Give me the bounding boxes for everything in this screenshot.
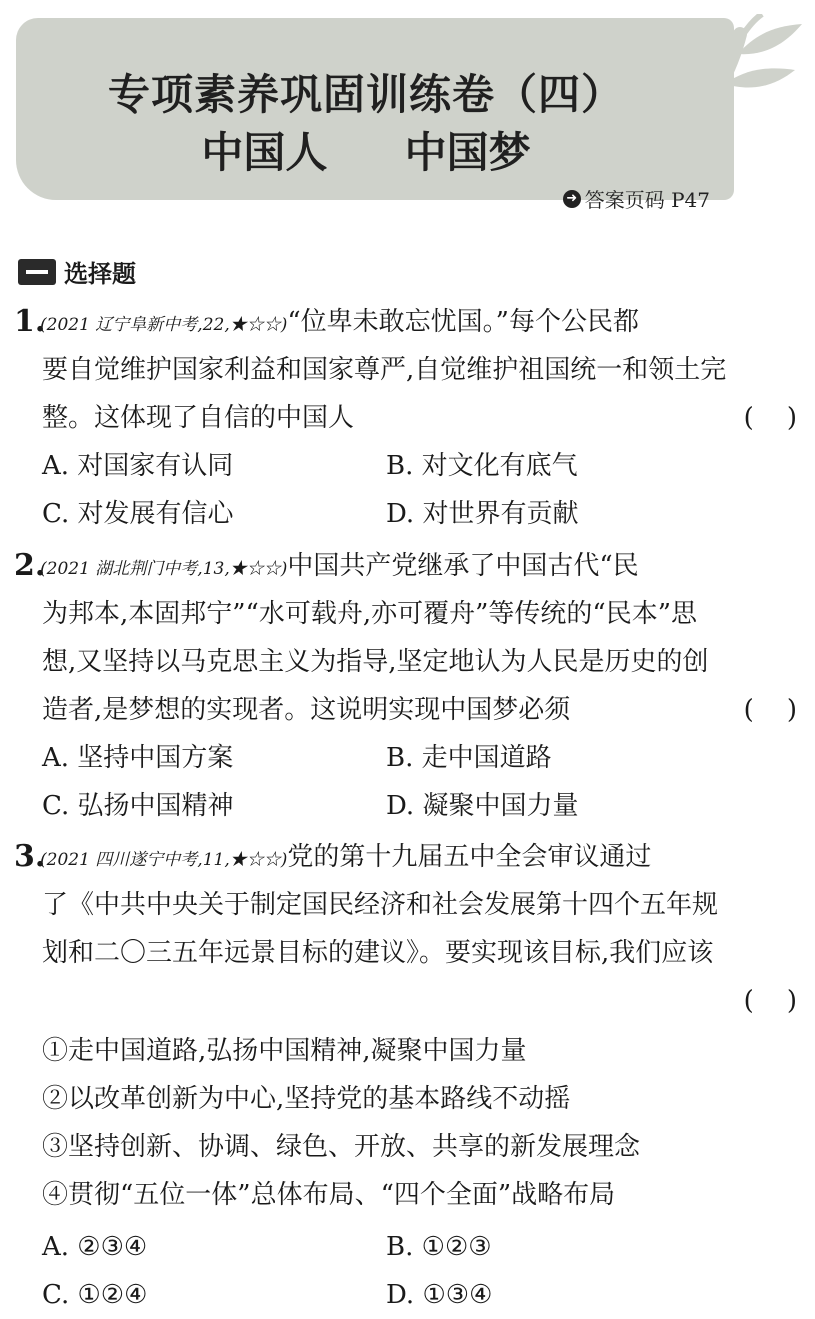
page-subtitle: 中国人 中国梦 xyxy=(201,128,531,177)
option-a[interactable]: A. 坚持中国方案 xyxy=(42,743,234,773)
option-d[interactable]: D. ①③④ xyxy=(386,1280,493,1310)
question-line: (2021 辽宁阜新中考,22,★☆☆)“位卑未敢忘忧国。”每个公民都 xyxy=(40,307,639,337)
statement-1: ①走中国道路,弘扬中国精神,凝聚中国力量 xyxy=(42,1036,527,1066)
statement-4: ④贯彻“五位一体”总体布局、“四个全面”战略布局 xyxy=(42,1180,616,1210)
leaf-branch-icon xyxy=(680,14,805,134)
question-line: 整。这体现了自信的中国人 xyxy=(42,403,355,433)
option-b[interactable]: B. 走中国道路 xyxy=(386,743,552,773)
section-label: 选择题 xyxy=(64,260,136,288)
option-b[interactable]: B. ①②③ xyxy=(386,1232,492,1262)
answer-blank[interactable]: ( ) xyxy=(743,695,797,725)
question-number: 1. xyxy=(14,304,46,339)
option-c[interactable]: C. 对发展有信心 xyxy=(42,499,234,529)
option-d[interactable]: D. 凝聚中国力量 xyxy=(386,791,579,821)
statement-3: ③坚持创新、协调、绿色、开放、共享的新发展理念 xyxy=(42,1132,641,1162)
answer-page-reference xyxy=(563,184,710,213)
answer-blank[interactable]: ( ) xyxy=(743,403,797,433)
question-line: 要自觉维护国家利益和国家尊严,自觉维护祖国统一和领土完 xyxy=(42,355,727,385)
option-c[interactable]: C. 弘扬中国精神 xyxy=(42,791,234,821)
question-line: 想,又坚持以马克思主义为指导,坚定地认为人民是历史的创 xyxy=(42,647,709,677)
page-title: 专项素养巩固训练卷（四） xyxy=(107,70,624,119)
section-heading xyxy=(18,254,136,289)
question-line: 划和二〇三五年远景目标的建议》。要实现该目标,我们应该 xyxy=(42,938,714,968)
question-source: (2021 四川遂宁中考,11,★☆☆) xyxy=(40,850,288,870)
question-line: 造者,是梦想的实现者。这说明实现中国梦必须 xyxy=(42,695,571,725)
section-number-badge xyxy=(18,259,56,285)
answer-blank[interactable]: ( ) xyxy=(743,986,797,1016)
option-a[interactable]: A. ②③④ xyxy=(42,1232,148,1262)
option-d[interactable]: D. 对世界有贡献 xyxy=(386,499,579,529)
question-number: 3. xyxy=(14,839,46,874)
question-line: 为邦本,本固邦宁”“水可载舟,亦可覆舟”等传统的“民本”思 xyxy=(42,599,697,629)
option-b[interactable]: B. 对文化有底气 xyxy=(386,451,578,481)
question-source: (2021 辽宁阜新中考,22,★☆☆) xyxy=(40,315,288,335)
header-banner xyxy=(16,18,734,212)
statement-2: ②以改革创新为中心,坚持党的基本路线不动摇 xyxy=(42,1084,571,1114)
question-line: (2021 四川遂宁中考,11,★☆☆)党的第十九届五中全会审议通过 xyxy=(40,842,652,872)
question-source: (2021 湖北荆门中考,13,★☆☆) xyxy=(40,559,288,579)
question-line: 了《中共中央关于制定国民经济和社会发展第十四个五年规 xyxy=(42,890,719,920)
arrow-right-icon: ➜ xyxy=(563,190,581,208)
question-number: 2. xyxy=(14,548,46,583)
option-a[interactable]: A. 对国家有认同 xyxy=(42,451,234,481)
option-c[interactable]: C. ①②④ xyxy=(42,1280,148,1310)
answer-ref-text: 答案页码 P47 xyxy=(584,188,710,212)
question-line: (2021 湖北荆门中考,13,★☆☆)中国共产党继承了中国古代“民 xyxy=(40,551,639,581)
